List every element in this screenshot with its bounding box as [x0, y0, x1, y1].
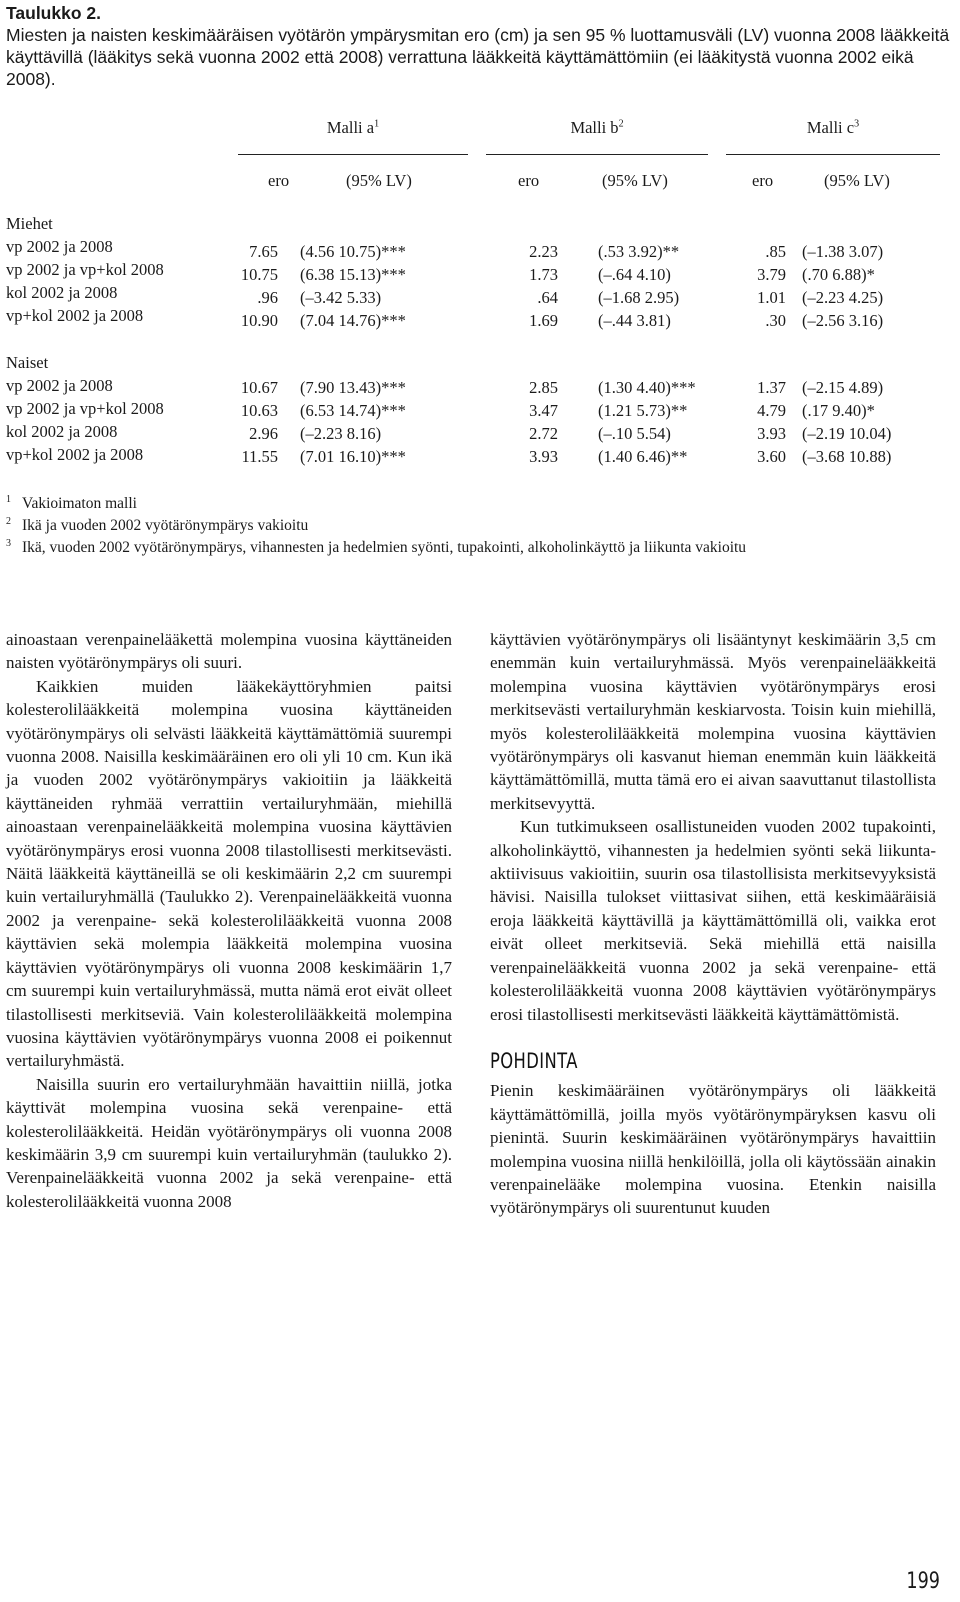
cell-ero-a: .96 [257, 288, 278, 307]
cell-ero-b: 1.69 [529, 311, 558, 330]
group-title-men: Miehet [6, 214, 53, 233]
row-label: vp+kol 2002 ja 2008 [6, 306, 144, 325]
body-paragraph: Pienin keskimääräinen vyötärönympärys oli lääkkeitä käyttämättömillä, joilla myös vyötärönympäryksen kasvu oli pienintä. Suurin keskimääräinen vyötärönympärys havaittiin molempina vuosina niillä henkilöillä, jolla oli käytössään ainakin verenpainelääke molempina vuosina. Etenkin naisilla vyötärönympärys oli suurentunut kuuden [490, 1081, 936, 1218]
cell-lv-c: (.70 6.88)* [802, 265, 875, 284]
footnote-number: 2 [6, 516, 11, 527]
subheader-ero-a: ero [268, 171, 290, 190]
cell-ero-a: 10.63 [240, 401, 278, 420]
cell-ero-b: .64 [537, 288, 558, 307]
cell-ero-c: 3.79 [757, 265, 786, 284]
cell-lv-b: (1.30 4.40)*** [598, 378, 696, 397]
cell-lv-c: (–1.38 3.07) [802, 242, 884, 261]
footnote [6, 493, 956, 515]
body-paragraph: Kaikkien muiden lääkekäyttöryhmien paitsi kolesterolilääkkeitä molempina vuosina käyttäneiden vyötärönympärys oli selvästi lääkkeitä käyttämättömiä suurempi vuonna 2008. Naisilla keskimääräinen ero oli yli 10 cm. Kun ikä ja vuoden 2002 vyötärönympärys vakioitiin ja lääkkeitä käyttäneiden ryhmää verrattiin vertailuryhmään, miehillä ainoastaan verenpainelääkkeitä molempina vuosina käyttävien vyötärönympärys erosi vuonna 2008 tilastollisesti merkitsevästi. Näitä lääkkeitä käyttäneillä se oli keskimäärin 2,2 cm suurempi kuin vertailuryhmällä (Taulukko 2). Verenpainelääkkeitä vuonna 2002 ja verenpaine- sekä kolesterolilääkkeitä vuonna 2008 käyttävien sekä molempia lääkkeitä molempina vuosina käyttävien vyötärönympärys oli vuonna 2008 keskimäärin 1,7 cm suurempi kuin vertailuryhmässä, mutta nämä erot eivät olleet tilastollisesti merkitseviä. Vain kolesterolilääkkeitä molempina vuosina käyttävien vyötärönympärys vuonna 2008 ei poikennut vertailuryhmästä. [6, 676, 452, 1071]
cell-lv-c: (–2.19 10.04) [802, 424, 892, 443]
caption-label: Taulukko 2. [6, 3, 101, 23]
cell-lv-b: (–.10 5.54) [598, 424, 671, 443]
model-b-name: Malli b [570, 118, 619, 137]
cell-lv-c: (–3.68 10.88) [802, 447, 892, 466]
cell-ero-b: 2.72 [529, 424, 558, 443]
cell-ero-a: 10.67 [240, 378, 278, 397]
cell-ero-c: 3.60 [757, 447, 786, 466]
model-a-sup: 1 [374, 118, 380, 130]
model-c-rule [726, 154, 940, 155]
section-heading: POHDINTA [490, 1048, 578, 1073]
model-a-rule [238, 154, 468, 155]
table-caption [6, 2, 956, 90]
subheader-ero-b: ero [518, 171, 540, 190]
cell-lv-c: (–2.15 4.89) [802, 378, 884, 397]
footnote [6, 515, 956, 537]
cell-lv-c: (–2.23 4.25) [802, 288, 884, 307]
model-header-c [726, 118, 940, 138]
model-b-sup: 2 [618, 118, 624, 130]
cell-ero-c: 4.79 [757, 401, 786, 420]
cell-ero-b: 2.85 [529, 378, 558, 397]
cell-lv-a: (6.53 14.74)*** [300, 401, 406, 420]
row-label: vp+kol 2002 ja 2008 [6, 445, 144, 464]
footnote-text: Vakioimaton malli [22, 495, 137, 512]
model-a-name: Malli a [326, 118, 375, 137]
cell-lv-b: (–.44 3.81) [598, 311, 671, 330]
cell-lv-a: (4.56 10.75)*** [300, 242, 406, 261]
body-paragraph: ainoastaan verenpainelääkettä molempina vuosina käyttäneiden naisten vyötärönympärys oli suuri. [6, 630, 452, 673]
cell-lv-b: (1.40 6.46)** [598, 447, 688, 466]
cell-ero-c: 1.37 [757, 378, 786, 397]
cell-lv-a: (7.90 13.43)*** [300, 378, 406, 397]
cell-ero-b: 3.47 [529, 401, 558, 420]
footnote-text: Ikä ja vuoden 2002 vyötärönympärys vakioitu [22, 517, 309, 534]
row-label: vp 2002 ja vp+kol 2008 [6, 260, 164, 279]
cell-lv-b: (–1.68 2.95) [598, 288, 680, 307]
cell-ero-a: 7.65 [249, 242, 278, 261]
subheader-lv-a: (95% LV) [346, 171, 412, 190]
cell-lv-b: (1.21 5.73)** [598, 401, 688, 420]
cell-ero-a: 2.96 [249, 424, 278, 443]
model-header-a [238, 118, 468, 138]
cell-ero-a: 10.75 [240, 265, 278, 284]
cell-lv-b: (–.64 4.10) [598, 265, 671, 284]
cell-lv-a: (7.04 14.76)*** [300, 311, 406, 330]
subheader-lv-b: (95% LV) [602, 171, 668, 190]
subheader-lv-c: (95% LV) [824, 171, 890, 190]
cell-ero-c: .30 [765, 311, 786, 330]
cell-ero-b: 3.93 [529, 447, 558, 466]
row-label: vp 2002 ja vp+kol 2008 [6, 399, 164, 418]
body-column-right [490, 628, 936, 1220]
footnote-number: 3 [6, 538, 11, 549]
row-label: kol 2002 ja 2008 [6, 283, 118, 302]
body-paragraph: Naisilla suurin ero vertailuryhmään havaittiin niillä, jotka käyttivät molempina vuosina sekä verenpaine- että kolesterolilääkkeitä. Heidän vyötärönympärys oli vuonna 2008 keskimäärin 3,9 cm suurempi kuin vertailuryhmän (taulukko 2). Verenpainelääkkeitä vuonna 2002 ja sekä verenpaine- että kolesterolilääkkeitä vuonna 2008 [6, 1074, 452, 1211]
footnote-number: 1 [6, 494, 11, 505]
footnote-text: Ikä, vuoden 2002 vyötärönympärys, vihannesten ja hedelmien syönti, tupakointi, alkoholinkäyttö ja liikunta vakioitu [22, 539, 747, 556]
caption-text: Miesten ja naisten keskimääräisen vyötärön ympärysmitan ero (cm) ja sen 95 % luottamusväli (LV) vuonna 2008 lääkkeitä käyttävillä (lääkitys sekä vuonna 2002 että 2008) verrattuna lääkkeitä käyttämättömiin (ei lääkitystä vuonna 2002 eikä 2008). [6, 25, 950, 89]
cell-ero-c: 3.93 [757, 424, 786, 443]
body-column-left [6, 628, 452, 1213]
body-paragraph: Kun tutkimukseen osallistuneiden vuoden 2002 tupakointi, alkoholinkäyttö, vihannesten ja hedelmien syönti sekä liikunta-aktiivisuus vakioitiin, suurin osa tilastollisista merkitsevyyksistä hävisi. Naisilla tulokset viittasivat siihen, että keskimääräisiä eroja lääkkeitä käyttävillä ja käyttämättömillä oli, vaikka erot eivät olleet merkitseviä. Sekä miehillä että naisilla verenpainelääkkeitä vuonna 2002 ja sekä verenpaine- että kolesterolilääkkeitä vuonna 2008 käyttävien vyötärönympärys erosi tilastollisesti merkitsevästi lääkkeitä käyttämättömistä. [490, 817, 936, 1024]
cell-lv-b: (.53 3.92)** [598, 242, 680, 261]
cell-ero-b: 2.23 [529, 242, 558, 261]
subheader-ero-c: ero [752, 171, 774, 190]
table-footnotes [6, 493, 956, 559]
cell-ero-a: 10.90 [240, 311, 278, 330]
cell-lv-a: (6.38 15.13)*** [300, 265, 406, 284]
model-c-name: Malli c [806, 118, 855, 137]
cell-lv-a: (7.01 16.10)*** [300, 447, 406, 466]
group-title-women: Naiset [6, 353, 49, 372]
cell-ero-c: 1.01 [757, 288, 786, 307]
model-c-sup: 3 [854, 118, 860, 130]
model-header-b [486, 118, 708, 138]
cell-lv-a: (–3.42 5.33) [300, 288, 382, 307]
body-paragraph: käyttävien vyötärönympärys oli lisääntynyt keskimäärin 3,5 cm enemmän kuin vertailuryhmässä. Myös verenpainelääkkeitä molempina vuosina käyttävien vyötärönympärys erosi merkitsevästi vertailuryhmän keskiarvosta. Toisin kuin miehillä, myös kolesterolilääkkeitä molempina vuosina käyttävien vyötärönympärys oli kasvanut hieman enemmän kuin lääkkeitä käyttämättömillä, mutta tämä ero ei aivan saavuttanut tilastollista merkitsevyyttä. [490, 630, 936, 813]
cell-lv-a: (–2.23 8.16) [300, 424, 382, 443]
model-b-rule [486, 154, 708, 155]
footnote [6, 537, 956, 559]
row-label: vp 2002 ja 2008 [6, 237, 113, 256]
page-number: 199 [906, 1569, 940, 1594]
row-label: vp 2002 ja 2008 [6, 376, 113, 395]
cell-ero-a: 11.55 [241, 447, 278, 466]
cell-lv-c: (.17 9.40)* [802, 401, 875, 420]
row-label: kol 2002 ja 2008 [6, 422, 118, 441]
cell-lv-c: (–2.56 3.16) [802, 311, 884, 330]
cell-ero-c: .85 [765, 242, 786, 261]
cell-ero-b: 1.73 [529, 265, 558, 284]
